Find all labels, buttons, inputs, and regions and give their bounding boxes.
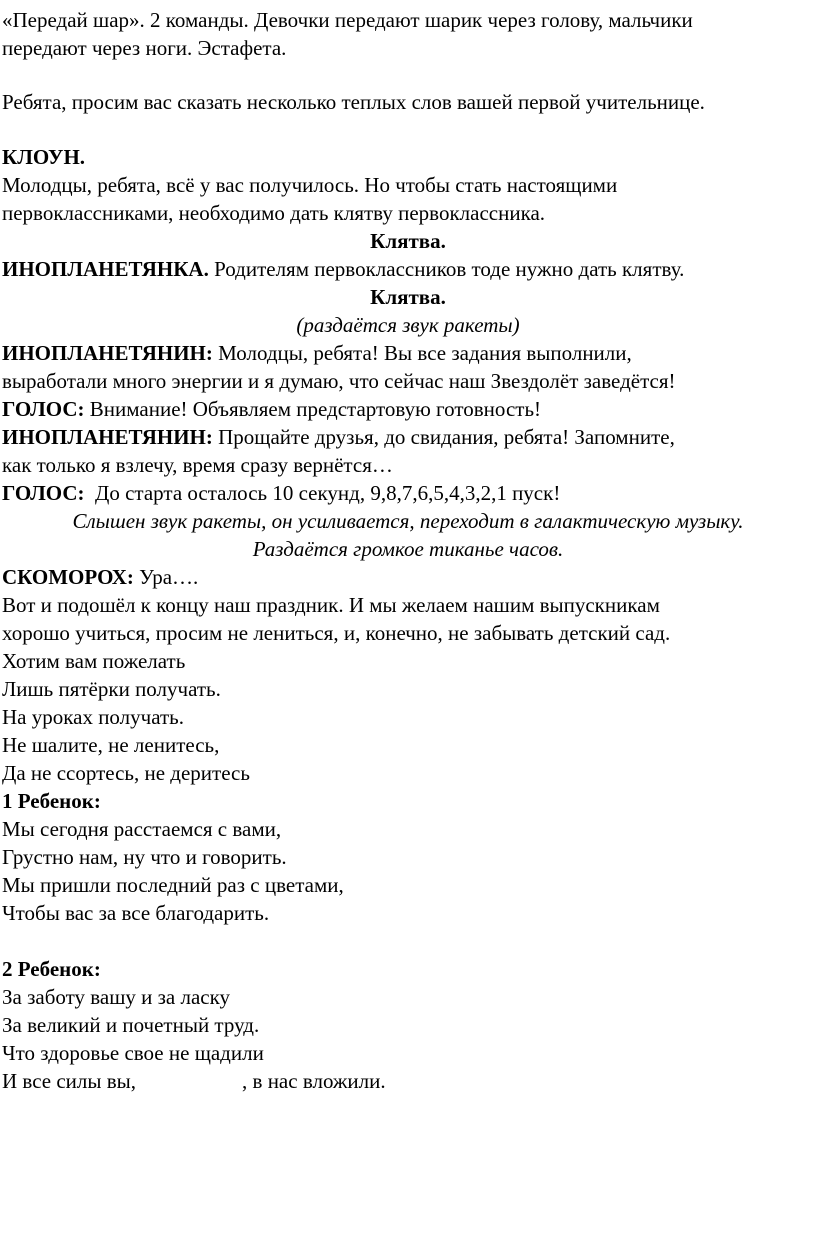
intro-line-2: передают через ноги. Эстафета. — [2, 36, 287, 60]
jester-speaker: СКОМОРОХ: — [2, 565, 134, 589]
alien-male-line-2b: как только я взлечу, время сразу вернётся… — [2, 453, 393, 477]
wish-line-5: Да не ссортесь, не деритесь — [2, 761, 250, 785]
child-2-line-3: Что здоровье свое не щадили — [2, 1041, 264, 1065]
jester-text: Ура…. — [133, 565, 199, 589]
stage-direction-1: Слышен звук ракеты, он усиливается, переходит в галактическую музыку. — [72, 509, 744, 533]
alien-male-text-2: Прощайте друзья, до свидания, ребята! Запомните, — [212, 425, 675, 449]
child-2-line-4-start: И все силы вы, — [2, 1069, 137, 1093]
clown-line-1: Молодцы, ребята, всё у вас получилось. Но чтобы стать настоящими — [2, 173, 618, 197]
alien-male-line-1 — [0, 339, 816, 367]
wish-line-3: На уроках получать. — [2, 705, 184, 729]
child-2-line-1: За заботу вашу и за ласку — [2, 985, 231, 1009]
voice-speaker-2: ГОЛОС: — [2, 481, 85, 505]
clown-line-2: первоклассниками, необходимо дать клятву первоклассника. — [2, 201, 546, 225]
voice-line-2 — [0, 479, 816, 507]
alien-male-speaker-1: ИНОПЛАНЕТЯНИН: — [2, 341, 213, 365]
alien-female-speaker: ИНОПЛАНЕТЯНКА. — [2, 257, 209, 281]
farewell-line-1: Вот и подошёл к концу наш праздник. И мы желаем нашим выпускникам — [2, 593, 660, 617]
alien-male-text-1: Молодцы, ребята! Вы все задания выполнили, — [212, 341, 632, 365]
child-2-line-4-end: , в нас вложили. — [242, 1069, 386, 1093]
child-2-line-4 — [0, 1067, 816, 1095]
oath-heading-2: Клятва. — [370, 285, 446, 309]
child-2-speaker: 2 Ребенок: — [2, 957, 101, 981]
alien-male-speaker-2: ИНОПЛАНЕТЯНИН: — [2, 425, 213, 449]
oath-heading-1: Клятва. — [370, 229, 446, 253]
alien-female-text: Родителям первоклассников тоде нужно дать клятву. — [208, 257, 685, 281]
wish-line-1: Хотим вам пожелать — [2, 649, 186, 673]
voice-text-2: До старта осталось 10 секунд, 9,8,7,6,5,4,3,2,1 пуск! — [84, 481, 561, 505]
intro-line-1: «Передай шар». 2 команды. Девочки передают шарик через голову, мальчики — [2, 8, 693, 32]
child-2-line-2: За великий и почетный труд. — [2, 1013, 260, 1037]
farewell-line-2: хорошо учиться, просим не лениться, и, конечно, не забывать детский сад. — [2, 621, 671, 645]
child-1-line-3: Мы пришли последний раз с цветами, — [2, 873, 344, 897]
alien-female-line — [0, 255, 816, 283]
alien-male-line-1b: выработали много энергии и я думаю, что сейчас наш Звездолёт заведётся! — [2, 369, 676, 393]
wish-line-4: Не шалите, не ленитесь, — [2, 733, 220, 757]
alien-male-line-2 — [0, 423, 816, 451]
voice-text-1: Внимание! Объявляем предстартовую готовность! — [84, 397, 542, 421]
clown-speaker: КЛОУН. — [2, 145, 86, 169]
jester-line — [0, 563, 816, 591]
request-line: Ребята, просим вас сказать несколько теплых слов вашей первой учительнице. — [2, 90, 705, 114]
voice-line-1 — [0, 395, 816, 423]
rocket-sound-direction: (раздаётся звук ракеты) — [296, 313, 520, 337]
child-1-line-2: Грустно нам, ну что и говорить. — [2, 845, 287, 869]
child-1-speaker: 1 Ребенок: — [2, 789, 101, 813]
stage-direction-2: Раздаётся громкое тиканье часов. — [252, 537, 564, 561]
child-1-line-4: Чтобы вас за все благодарить. — [2, 901, 270, 925]
voice-speaker-1: ГОЛОС: — [2, 397, 85, 421]
child-1-line-1: Мы сегодня расстаемся с вами, — [2, 817, 282, 841]
wish-line-2: Лишь пятёрки получать. — [2, 677, 221, 701]
